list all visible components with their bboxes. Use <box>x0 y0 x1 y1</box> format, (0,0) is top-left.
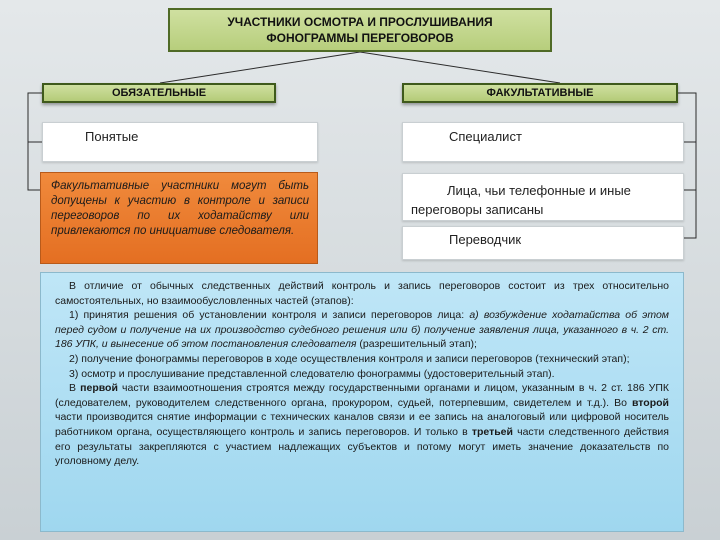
header-mandatory: ОБЯЗАТЕЛЬНЫЕ <box>42 83 276 103</box>
title-line-1: УЧАСТНИКИ ОСМОТРА И ПРОСЛУШИВАНИЯ <box>227 15 493 29</box>
parts-third: третьей <box>471 425 513 438</box>
stage-1-name: (разрешительный этап); <box>356 338 477 351</box>
optional-participants-note: Факультативные участники могут быть допущены к участию в контроле и записи переговоров по их ходатайству или привлекаются по инициативе следователя. <box>40 172 318 264</box>
participant-specialist: Специалист <box>402 122 684 162</box>
parts-text-e: части производится снятие информации с технических каналов связи и ее запись на аналоговый или цифровой носитель работником органа, осуществляющего контроль и запись переговоров. И только в <box>55 411 669 438</box>
parts-text-g: части следственного действия его результаты закрепляются с участием надлежащих субъектов и потому могут иметь значение доказательств по уголовному делу. <box>55 425 669 468</box>
participant-interpreter: Переводчик <box>402 226 684 260</box>
paragraph-stages-intro: В отличие от обычных следственных действий контроль и запись переговоров состоит из трех относительно самостоятельных, но взаимообусловленных частей (этапов): <box>55 280 669 307</box>
header-optional: ФАКУЛЬТАТИВНЫЕ <box>402 83 678 103</box>
title-line-2: ФОНОГРАММЫ ПЕРЕГОВОРОВ <box>266 31 454 45</box>
participant-recorded-persons <box>402 173 684 221</box>
paragraph-parts <box>55 381 669 469</box>
diagram-title <box>168 8 552 52</box>
paragraph-stage-1 <box>55 308 669 352</box>
stage-1-details: а) возбуждение ходатайства об этом перед судом и получение на их производство судебного решения или б) получение заявления лица, указанного в ч. 2 ст. 186 УПК, и вынесение об этом постановления следователя <box>55 309 669 351</box>
participant-witnesses: Понятые <box>42 122 318 162</box>
parts-text-c: части взаимоотношения строятся между государственными органами и лицом, указанным в ч. 2 ст. 186 УПК (следователем, руководителем следственного органа, прокурором, судьей, потерпевшим, свидетелем и т.д.). Во <box>55 382 669 409</box>
explanation-text <box>40 272 684 532</box>
paragraph-stage-2: 2) получение фонограммы переговоров в ходе осуществления контроля и записи переговоров (технический этап); <box>69 352 630 365</box>
parts-text-a: В <box>69 382 81 395</box>
stage-1-lead: 1) принятия решения об установлении контроля и записи переговоров лица: <box>69 309 470 322</box>
paragraph-stage-3: 3) осмотр и прослушивание представленной следователю фонограммы (удостоверительный этап). <box>69 367 555 380</box>
recorded-persons-label: Лица, чьи телефонные и иные переговоры записаны <box>411 183 631 217</box>
parts-first: первой <box>80 382 118 395</box>
parts-second: второй <box>631 396 669 409</box>
